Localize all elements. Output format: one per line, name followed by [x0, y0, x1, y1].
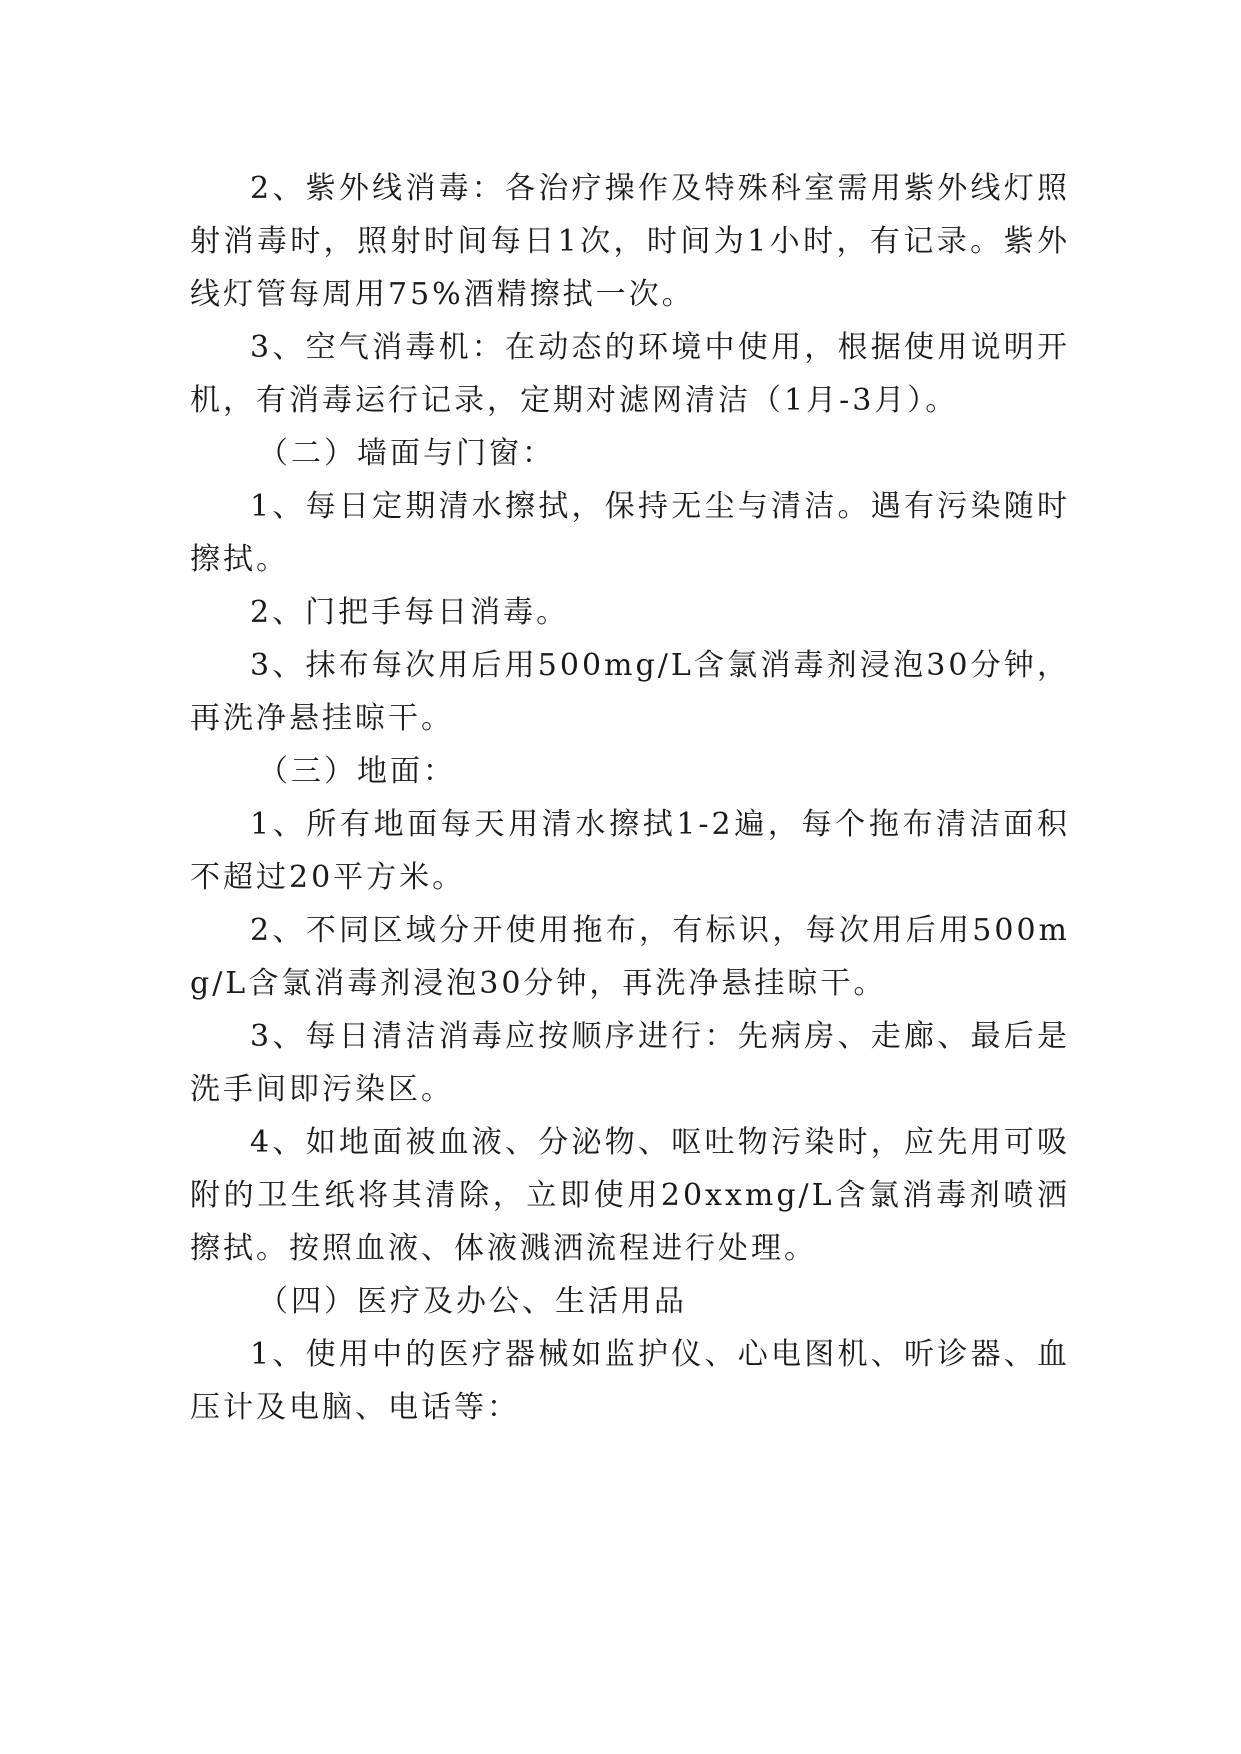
section-heading-walls-doors-windows: （二）墙面与门窗： — [258, 436, 555, 471]
paragraph-door-handle: 2、门把手每日消毒。 — [250, 595, 570, 630]
paragraph-daily-wipe: 1、每日定期清水擦拭，保持无尘与清洁。遇有污染随时擦拭。 — [190, 489, 1070, 577]
paragraph-medical-devices: 1、使用中的医疗器械如监护仪、心电图机、听诊器、血压计及电脑、电话等： — [190, 1337, 1070, 1425]
section-heading-floor: （三）地面： — [258, 754, 456, 789]
paragraph-cleaning-order: 3、每日清洁消毒应按顺序进行：先病房、走廊、最后是洗手间即污染区。 — [190, 1019, 1070, 1107]
paragraph-air-disinfector: 3、空气消毒机：在动态的环境中使用，根据使用说明开机，有消毒运行记录，定期对滤网清洁（1月-3月）。 — [190, 330, 1070, 418]
paragraph-uv-disinfection: 2、紫外线消毒：各治疗操作及特殊科室需用紫外线灯照射消毒时，照射时间每日1次，时间为1小时，有记录。紫外线灯管每周用75%酒精擦拭一次。 — [190, 171, 1070, 312]
paragraph-spill-handling: 4、如地面被血液、分泌物、呕吐物污染时，应先用可吸附的卫生纸将其清除，立即使用20xxmg/L含氯消毒剂喷洒擦拭。按照血液、体液溅洒流程进行处理。 — [190, 1125, 1070, 1266]
paragraph-floor-wipe: 1、所有地面每天用清水擦拭1-2遍，每个拖布清洁面积不超过20平方米。 — [190, 807, 1070, 895]
paragraph-mop-zones: 2、不同区域分开使用拖布，有标识，每次用后用500mg/L含氯消毒剂浸泡30分钟，再洗净悬挂晾干。 — [190, 913, 1070, 1001]
section-heading-medical-office-items: （四）医疗及办公、生活用品 — [258, 1284, 687, 1319]
document-body — [190, 162, 1070, 1434]
paragraph-cloth-soak: 3、抹布每次用后用500mg/L含氯消毒剂浸泡30分钟，再洗净悬挂晾干。 — [190, 648, 1070, 736]
